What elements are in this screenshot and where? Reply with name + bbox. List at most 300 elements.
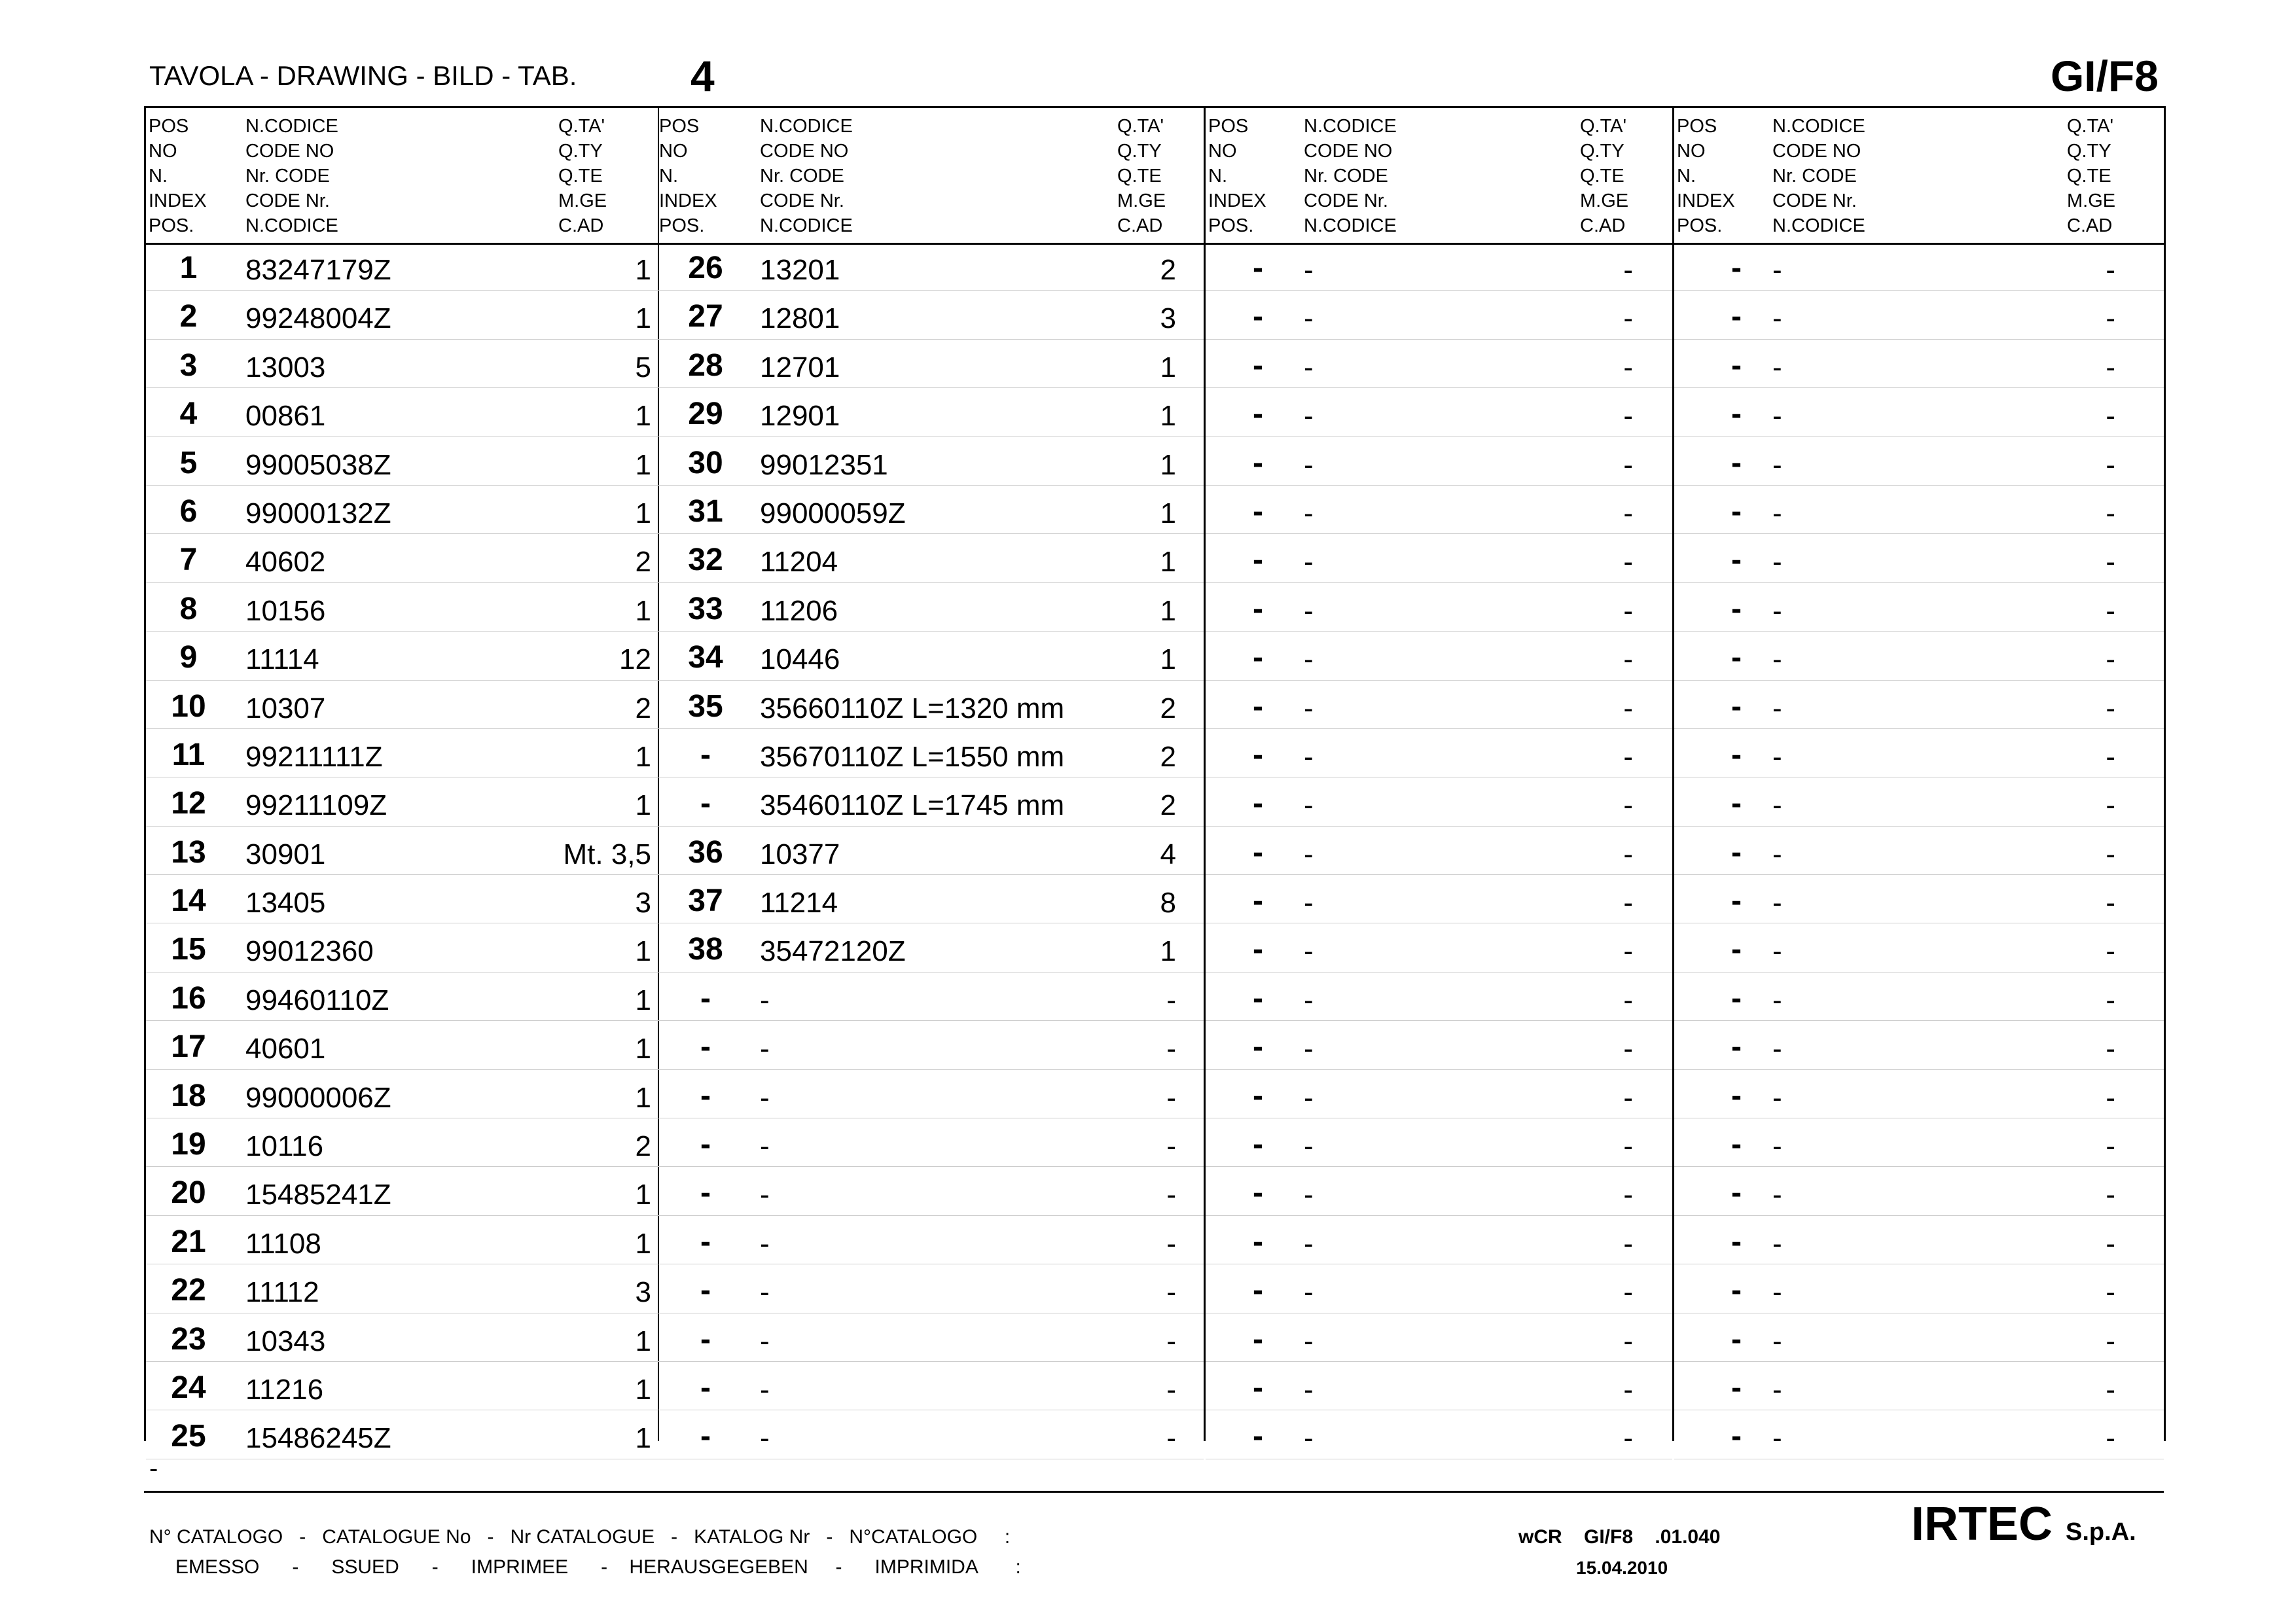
- column-header-qty: Q.TA' Q.TY Q.TE M.GE C.AD: [1117, 116, 1166, 236]
- table-row: [1674, 437, 2164, 486]
- position-number: -: [1253, 1175, 1263, 1211]
- part-code: -: [1304, 1179, 1314, 1211]
- table-row: [656, 388, 1204, 437]
- position-number: -: [1253, 1273, 1263, 1308]
- table-row: [146, 388, 658, 437]
- position-number: -: [1731, 591, 1742, 626]
- table-row: [146, 1021, 658, 1069]
- position-number: 9: [179, 640, 198, 675]
- part-code: -: [1304, 692, 1314, 724]
- table-row: [146, 777, 658, 826]
- table-row: [1674, 1070, 2164, 1118]
- part-code: 99012360: [245, 935, 374, 968]
- part-code: -: [1304, 1422, 1314, 1455]
- quantity: -: [1166, 1373, 1176, 1406]
- brand-name: IRTEC: [1911, 1498, 2053, 1550]
- part-code: -: [760, 1081, 770, 1114]
- table-row: [1206, 827, 1672, 875]
- quantity: -: [2106, 546, 2115, 579]
- position-number: 35: [688, 688, 723, 724]
- quantity: 2: [1160, 740, 1176, 773]
- position-number: -: [1253, 1078, 1263, 1113]
- part-code: 13201: [760, 254, 840, 286]
- position-number: -: [1253, 299, 1263, 334]
- table-row: [1206, 1216, 1672, 1264]
- position-number: 37: [688, 883, 723, 919]
- table-row: [146, 486, 658, 534]
- position-number: 24: [171, 1370, 206, 1405]
- quantity: 1: [635, 400, 651, 433]
- table-row: [1206, 923, 1672, 972]
- part-code: 83247179Z: [245, 254, 391, 286]
- quantity: -: [2106, 302, 2115, 335]
- quantity: -: [1623, 984, 1633, 1016]
- quantity: 3: [1160, 302, 1176, 335]
- quantity: -: [1623, 594, 1633, 627]
- table-row: [146, 729, 658, 777]
- part-code: 11114: [245, 643, 319, 676]
- position-number: 2: [179, 299, 198, 334]
- position-number: 17: [171, 1029, 206, 1065]
- part-code: -: [1304, 351, 1314, 383]
- quantity: -: [1623, 1276, 1633, 1309]
- quantity: -: [2106, 254, 2115, 286]
- position-number: 7: [179, 543, 198, 578]
- quantity: -: [2106, 643, 2115, 676]
- position-number: 6: [179, 493, 198, 529]
- quantity: -: [1166, 1422, 1176, 1455]
- quantity: 5: [635, 351, 651, 383]
- part-code: -: [1772, 1422, 1782, 1455]
- part-code: -: [760, 1179, 770, 1211]
- table-row: [1206, 1070, 1672, 1118]
- quantity: 1: [635, 1227, 651, 1260]
- part-code: 10377: [760, 838, 840, 870]
- position-number: -: [1731, 932, 1742, 967]
- part-code: -: [1304, 643, 1314, 676]
- table-row: [1674, 486, 2164, 534]
- position-number: 10: [171, 688, 206, 724]
- position-number: 36: [688, 834, 723, 870]
- column-header-qty: Q.TA' Q.TY Q.TE M.GE C.AD: [558, 116, 607, 236]
- part-code: -: [1772, 740, 1782, 773]
- quantity: 1: [1160, 546, 1176, 579]
- table-row: [1206, 340, 1672, 388]
- quantity: 1: [635, 448, 651, 481]
- part-code: 10116: [245, 1130, 324, 1163]
- part-code: -: [1772, 351, 1782, 383]
- position-number: 28: [688, 348, 723, 383]
- quantity: -: [2106, 1179, 2115, 1211]
- table-row: [1206, 1118, 1672, 1167]
- position-number: -: [700, 1175, 711, 1211]
- position-number: -: [1731, 786, 1742, 821]
- table-row: [1674, 1313, 2164, 1362]
- footer-divider: [144, 1491, 2164, 1493]
- table-row: [1674, 681, 2164, 729]
- position-number: 30: [688, 445, 723, 480]
- parts-list: [1206, 242, 1672, 1459]
- brand-logo: [1911, 1497, 2136, 1551]
- part-code: 99012351: [760, 448, 888, 481]
- position-number: -: [1253, 397, 1263, 432]
- quantity: 1: [635, 789, 651, 822]
- quantity: -: [1623, 546, 1633, 579]
- position-number: -: [700, 786, 711, 821]
- quantity: -: [1623, 1179, 1633, 1211]
- part-code: -: [760, 1130, 770, 1163]
- part-code: -: [1772, 1179, 1782, 1211]
- table-row: [146, 1410, 658, 1459]
- part-code: -: [1772, 1081, 1782, 1114]
- part-code: -: [1304, 400, 1314, 433]
- quantity: -: [1166, 1325, 1176, 1357]
- part-code: -: [1772, 1130, 1782, 1163]
- table-row: [1206, 1362, 1672, 1410]
- quantity: -: [1623, 692, 1633, 724]
- part-code: 99000132Z: [245, 497, 391, 529]
- position-number: -: [1253, 1127, 1263, 1162]
- quantity: 2: [1160, 789, 1176, 822]
- table-row: [656, 1118, 1204, 1167]
- table-row: [1674, 242, 2164, 291]
- position-number: 12: [171, 786, 206, 821]
- part-code: -: [1772, 1373, 1782, 1406]
- position-number: -: [1731, 834, 1742, 870]
- quantity: -: [1623, 935, 1633, 968]
- parts-block-3: [1206, 106, 1674, 1455]
- quantity: -: [1623, 789, 1633, 822]
- quantity: -: [1623, 302, 1633, 335]
- table-row: [146, 827, 658, 875]
- part-code: -: [1772, 302, 1782, 335]
- table-row: [146, 923, 658, 972]
- table-row: [656, 1021, 1204, 1069]
- quantity: 2: [635, 692, 651, 724]
- quantity: -: [2106, 692, 2115, 724]
- table-row: [1674, 1216, 2164, 1264]
- part-code: -: [760, 1373, 770, 1406]
- catalogue-reference: wCR GI/F8 .01.040: [1518, 1526, 1721, 1548]
- part-code: 99211109Z: [245, 789, 387, 822]
- quantity: -: [1623, 1081, 1633, 1114]
- table-row: [656, 486, 1204, 534]
- table-row: [1674, 1118, 2164, 1167]
- position-number: -: [1253, 1321, 1263, 1357]
- part-code: -: [1772, 643, 1782, 676]
- table-row: [656, 1362, 1204, 1410]
- table-row: [1206, 1410, 1672, 1459]
- quantity: -: [2106, 789, 2115, 822]
- position-number: -: [1253, 688, 1263, 724]
- table-row: [1674, 291, 2164, 339]
- part-code: 10307: [245, 692, 326, 724]
- table-row: [1206, 1021, 1672, 1069]
- quantity: -: [2106, 400, 2115, 433]
- part-code: 12701: [760, 351, 840, 383]
- part-code: -: [1304, 497, 1314, 529]
- quantity: 3: [635, 887, 651, 919]
- table-row: [146, 875, 658, 923]
- part-code: 30901: [245, 838, 326, 870]
- table-row: [1674, 1167, 2164, 1215]
- part-code: -: [1772, 1325, 1782, 1357]
- quantity: 1: [635, 594, 651, 627]
- part-code: -: [760, 1422, 770, 1455]
- part-code: 99000006Z: [245, 1081, 391, 1114]
- position-number: -: [700, 1370, 711, 1405]
- position-number: -: [1253, 980, 1263, 1016]
- quantity: -: [2106, 1325, 2115, 1357]
- part-code: 00861: [245, 400, 326, 433]
- quantity: 4: [1160, 838, 1176, 870]
- quantity: -: [2106, 1033, 2115, 1065]
- part-code: 11112: [245, 1276, 319, 1309]
- parts-list: [1674, 242, 2164, 1459]
- position-number: -: [700, 737, 711, 772]
- quantity: -: [2106, 1373, 2115, 1406]
- quantity: -: [2106, 740, 2115, 773]
- table-row: [1674, 340, 2164, 388]
- quantity: 1: [635, 497, 651, 529]
- quantity: -: [1623, 1033, 1633, 1065]
- table-row: [656, 1264, 1204, 1313]
- quantity: -: [2106, 1422, 2115, 1455]
- part-code: -: [1772, 400, 1782, 433]
- part-code: -: [760, 984, 770, 1016]
- position-number: -: [1731, 543, 1742, 578]
- quantity: 1: [1160, 497, 1176, 529]
- table-row: [1206, 1313, 1672, 1362]
- part-code: 10446: [760, 643, 840, 676]
- quantity: 1: [635, 740, 651, 773]
- parts-block-1: [144, 106, 659, 1455]
- position-number: -: [1253, 445, 1263, 480]
- position-number: 13: [171, 834, 206, 870]
- position-number: -: [700, 1419, 711, 1454]
- quantity: -: [1623, 740, 1633, 773]
- position-number: 4: [179, 397, 198, 432]
- part-code: -: [1304, 887, 1314, 919]
- position-number: -: [1731, 688, 1742, 724]
- part-code: -: [1304, 984, 1314, 1016]
- column-header-qty: Q.TA' Q.TY Q.TE M.GE C.AD: [2067, 116, 2116, 236]
- quantity: -: [1623, 1227, 1633, 1260]
- parts-list: [656, 242, 1204, 1459]
- part-code: -: [1304, 935, 1314, 968]
- quantity: 1: [635, 1033, 651, 1065]
- table-row: [1674, 729, 2164, 777]
- position-number: 18: [171, 1078, 206, 1113]
- table-row: [1674, 1410, 2164, 1459]
- part-code: 11214: [760, 887, 838, 919]
- position-number: 1: [179, 251, 198, 285]
- column-header-code: N.CODICE CODE NO Nr. CODE CODE Nr. N.CODICE: [1772, 116, 1865, 236]
- part-code: -: [1772, 935, 1782, 968]
- position-number: -: [1731, 640, 1742, 675]
- parts-list: [146, 242, 658, 1459]
- quantity: -: [1623, 448, 1633, 481]
- part-code: -: [1304, 1227, 1314, 1260]
- position-number: -: [1253, 251, 1263, 285]
- quantity: -: [1623, 1422, 1633, 1455]
- position-number: -: [1253, 1029, 1263, 1065]
- part-code: 11206: [760, 594, 838, 627]
- position-number: -: [1731, 883, 1742, 919]
- part-code: -: [760, 1227, 770, 1260]
- position-number: 23: [171, 1321, 206, 1357]
- position-number: -: [1731, 980, 1742, 1016]
- quantity: -: [1623, 838, 1633, 870]
- table-row: [146, 632, 658, 680]
- table-row: [146, 1167, 658, 1215]
- column-header-code: N.CODICE CODE NO Nr. CODE CODE Nr. N.CODICE: [760, 116, 853, 236]
- table-row: [1206, 388, 1672, 437]
- table-row: [656, 1313, 1204, 1362]
- part-code: -: [1772, 448, 1782, 481]
- quantity: -: [1623, 400, 1633, 433]
- position-number: -: [1253, 493, 1263, 529]
- table-row: [1206, 1264, 1672, 1313]
- table-row: [1206, 437, 1672, 486]
- drawing-title: TAVOLA - DRAWING - BILD - TAB.: [149, 60, 577, 91]
- part-code: 11108: [245, 1227, 321, 1260]
- table-row: [1206, 729, 1672, 777]
- part-code: -: [1304, 1081, 1314, 1114]
- part-code: -: [1772, 254, 1782, 286]
- position-number: -: [1731, 1175, 1742, 1211]
- position-number: -: [1253, 1419, 1263, 1454]
- table-row: [146, 1118, 658, 1167]
- position-number: 33: [688, 591, 723, 626]
- quantity: 1: [635, 302, 651, 335]
- part-code: -: [1304, 448, 1314, 481]
- part-code: 35472120Z: [760, 935, 906, 968]
- table-row: [146, 1264, 658, 1313]
- table-row: [146, 1216, 658, 1264]
- position-number: -: [1731, 1127, 1742, 1162]
- position-number: 29: [688, 397, 723, 432]
- part-code: 15486245Z: [245, 1422, 391, 1455]
- quantity: -: [1623, 254, 1633, 286]
- part-code: 99211111Z: [245, 740, 383, 773]
- position-number: -: [700, 980, 711, 1016]
- table-row: [1206, 583, 1672, 632]
- part-code: -: [1304, 1325, 1314, 1357]
- part-code: -: [1304, 1130, 1314, 1163]
- part-code: -: [1772, 594, 1782, 627]
- quantity: -: [2106, 594, 2115, 627]
- position-number: 14: [171, 883, 206, 919]
- table-row: [656, 437, 1204, 486]
- column-header-pos: POS NO N. INDEX POS.: [1208, 116, 1266, 236]
- position-number: -: [1731, 1273, 1742, 1308]
- position-number: 15: [171, 932, 206, 967]
- table-row: [1674, 583, 2164, 632]
- table-row: [656, 972, 1204, 1021]
- table-row: [656, 534, 1204, 582]
- part-code: 15485241Z: [245, 1179, 391, 1211]
- part-code: -: [1772, 692, 1782, 724]
- part-code: -: [1772, 1227, 1782, 1260]
- part-code: 40601: [245, 1033, 326, 1065]
- quantity: -: [2106, 497, 2115, 529]
- quantity: -: [2106, 887, 2115, 919]
- quantity: -: [1623, 887, 1633, 919]
- part-code: 35660110Z L=1320 mm: [760, 692, 1065, 724]
- table-row: [146, 1313, 658, 1362]
- quantity: 1: [1160, 935, 1176, 968]
- part-code: -: [1304, 740, 1314, 773]
- part-code: -: [1304, 546, 1314, 579]
- quantity: 1: [635, 1179, 651, 1211]
- part-code: 10156: [245, 594, 326, 627]
- table-row: [146, 972, 658, 1021]
- table-row: [656, 681, 1204, 729]
- table-row: [146, 681, 658, 729]
- quantity: -: [1623, 351, 1633, 383]
- table-row: [656, 1070, 1204, 1118]
- quantity: -: [2106, 1130, 2115, 1163]
- table-row: [656, 242, 1204, 291]
- column-header-pos: POS NO N. INDEX POS.: [149, 116, 207, 236]
- part-code: -: [1772, 887, 1782, 919]
- part-code: 10343: [245, 1325, 326, 1357]
- quantity: 1: [1160, 351, 1176, 383]
- part-code: 13003: [245, 351, 326, 383]
- table-row: [1674, 1362, 2164, 1410]
- quantity: -: [2106, 448, 2115, 481]
- table-row: [656, 340, 1204, 388]
- position-number: -: [1253, 834, 1263, 870]
- footer-note: -: [149, 1454, 158, 1483]
- quantity: 1: [635, 935, 651, 968]
- quantity: -: [1166, 1130, 1176, 1163]
- part-code: 99248004Z: [245, 302, 391, 335]
- position-number: 25: [171, 1419, 206, 1454]
- position-number: -: [1253, 786, 1263, 821]
- quantity: -: [2106, 984, 2115, 1016]
- position-number: -: [1731, 445, 1742, 480]
- table-row: [1674, 1264, 2164, 1313]
- part-code: -: [1304, 789, 1314, 822]
- table-row: [1206, 242, 1672, 291]
- table-row: [1674, 632, 2164, 680]
- part-code: 40602: [245, 546, 326, 579]
- position-number: -: [1731, 1419, 1742, 1454]
- table-row: [146, 242, 658, 291]
- table-row: [146, 340, 658, 388]
- table-row: [1674, 827, 2164, 875]
- position-number: 11: [171, 737, 206, 772]
- part-code: -: [1304, 254, 1314, 286]
- parts-block-4: [1674, 106, 2166, 1455]
- part-code: -: [1772, 497, 1782, 529]
- part-code: -: [760, 1325, 770, 1357]
- position-number: -: [700, 1321, 711, 1357]
- table-number: 4: [691, 52, 715, 100]
- table-row: [656, 777, 1204, 826]
- position-number: 38: [688, 932, 723, 967]
- position-number: 8: [179, 591, 198, 626]
- table-row: [1674, 534, 2164, 582]
- table-row: [1206, 681, 1672, 729]
- brand-suffix: S.p.A.: [2066, 1518, 2136, 1546]
- table-row: [1206, 534, 1672, 582]
- quantity: -: [1166, 1179, 1176, 1211]
- position-number: -: [1253, 543, 1263, 578]
- quantity: 8: [1160, 887, 1176, 919]
